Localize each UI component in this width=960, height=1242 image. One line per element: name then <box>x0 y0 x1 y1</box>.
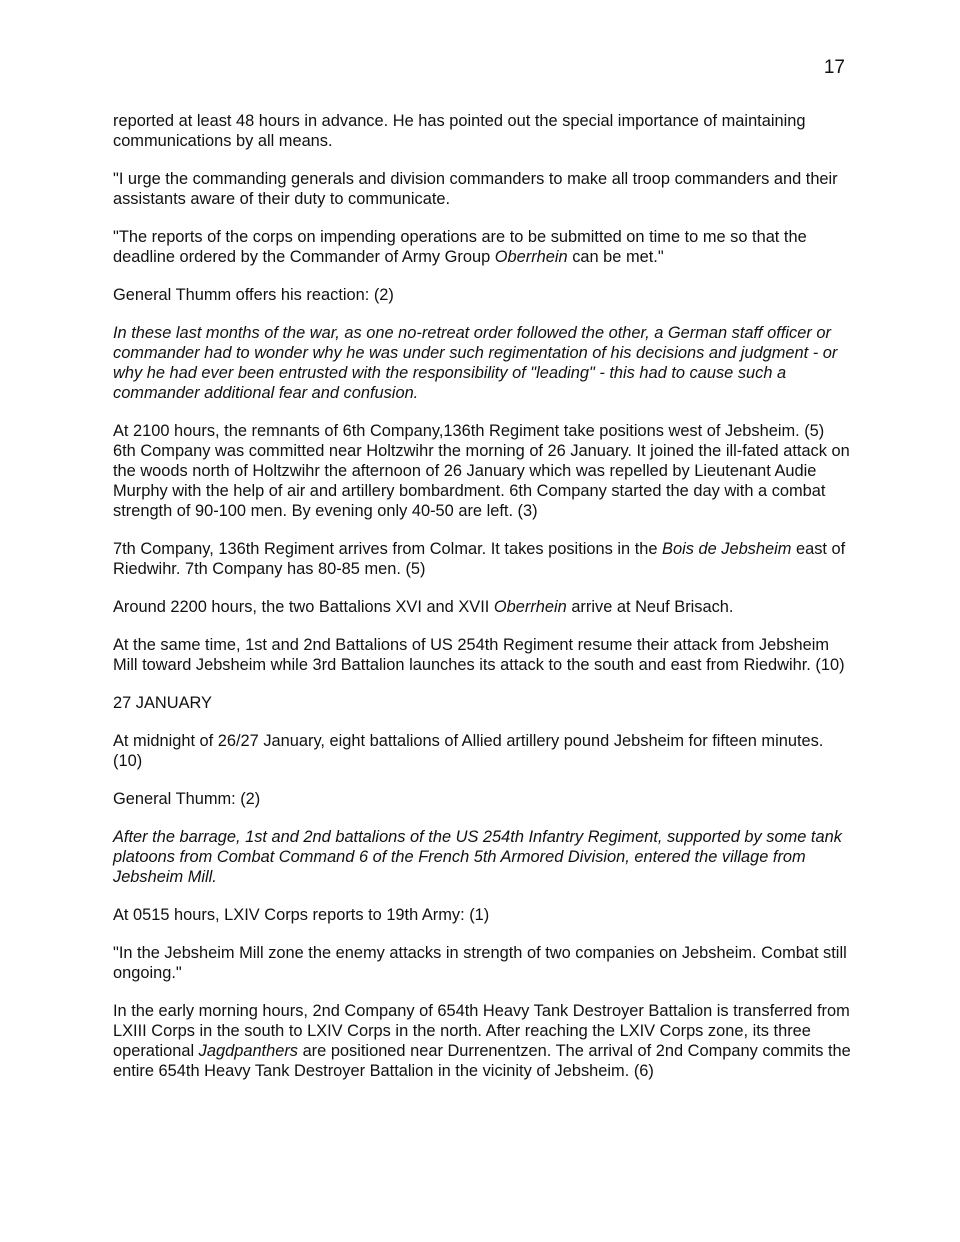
text-segment: Around 2200 hours, the two Battalions XVI and XVII <box>113 598 494 616</box>
paragraph <box>113 1001 851 1081</box>
paragraph <box>113 789 851 809</box>
italic-text-segment: Oberrhein <box>493 598 567 616</box>
text-segment: After the barrage, 1st and 2nd battalions of the US 254th Infantry Regiment, supported by some tank platoons from Combat Command 6 of the French 5th Armored Division, entered the village from Jebsheim Mill. <box>113 828 842 886</box>
text-segment: "In the Jebsheim Mill zone the enemy attacks in strength of two companies on Jebsheim. Combat still ongoing." <box>113 944 847 982</box>
text-segment: "The reports of the corps on impending operations are to be submitted on time to me so that the deadline ordered by the Commander of Army Group <box>113 228 807 266</box>
text-segment: "I urge the commanding generals and division commanders to make all troop commanders and their assistants aware of their duty to communicate. <box>113 170 838 208</box>
text-segment: General Thumm offers his reaction: (2) <box>113 286 394 304</box>
document-body <box>113 111 851 1099</box>
text-segment: General Thumm: (2) <box>113 790 261 808</box>
text-segment: arrive at Neuf Brisach. <box>566 598 734 616</box>
paragraph <box>113 421 851 521</box>
paragraph <box>113 111 851 151</box>
text-segment: At 2100 hours, the remnants of 6th Company,136th Regiment take positions west of Jebsheim. (5) 6th Company was committed near Holtzwihr the morning of 26 January. It joined the ill-fated attack on the woods north of Holtzwihr the afternoon of 26 January which was repelled by Lieutenant Audie Murphy with the help of air and artillery bombardment. 6th Company started the day with a combat strength of 90-100 men. By evening only 40-50 are left. (3) <box>113 422 850 520</box>
italic-text-segment: Jagdpanthers <box>198 1042 299 1060</box>
paragraph <box>113 635 851 675</box>
text-segment: reported at least 48 hours in advance. He has pointed out the special importance of maintaining communications by all means. <box>113 112 806 150</box>
paragraph <box>113 169 851 209</box>
paragraph <box>113 285 851 305</box>
paragraph <box>113 597 851 617</box>
paragraph <box>113 227 851 267</box>
text-segment: At 0515 hours, LXIV Corps reports to 19th Army: (1) <box>113 906 490 924</box>
paragraph <box>113 731 851 771</box>
italic-text-segment: Bois de Jebsheim <box>662 540 792 558</box>
text-segment: At midnight of 26/27 January, eight battalions of Allied artillery pound Jebsheim for fifteen minutes. (10) <box>113 732 824 770</box>
text-segment: In the early morning hours, 2nd Company of 654th Heavy Tank Destroyer Battalion is transferred from LXIII Corps in the south to LXIV Corps in the north. After reaching the LXIV Corps zone, its three operational <box>113 1002 850 1060</box>
text-segment: can be met." <box>567 248 664 266</box>
text-segment: 7th Company, 136th Regiment arrives from Colmar. It takes positions in the <box>113 540 663 558</box>
text-segment: are positioned near Durrenentzen. The arrival of 2nd Company commits the entire 654th Heavy Tank Destroyer Battalion in the vicinity of Jebsheim. (6) <box>113 1042 851 1080</box>
italic-text-segment: Oberrhein <box>494 248 568 266</box>
page-number: 17 <box>823 57 845 78</box>
paragraph <box>113 693 851 713</box>
text-segment: 27 JANUARY <box>113 694 212 712</box>
paragraph <box>113 827 851 887</box>
paragraph <box>113 539 851 579</box>
paragraph <box>113 943 851 983</box>
text-segment: In these last months of the war, as one no-retreat order followed the other, a German staff officer or commander had to wonder why he was under such regimentation of his decisions and judgment - or why he had ever been entrusted with the responsibility of "leading" - this had to cause such a commander additional fear and confusion. <box>113 324 838 402</box>
paragraph <box>113 905 851 925</box>
paragraph <box>113 323 851 403</box>
text-segment: At the same time, 1st and 2nd Battalions of US 254th Regiment resume their attack from Jebsheim Mill toward Jebsheim while 3rd Battalion launches its attack to the south and east from Riedwihr. (10) <box>113 636 845 674</box>
text-segment: east of Riedwihr. 7th Company has 80-85 men. (5) <box>113 540 846 578</box>
